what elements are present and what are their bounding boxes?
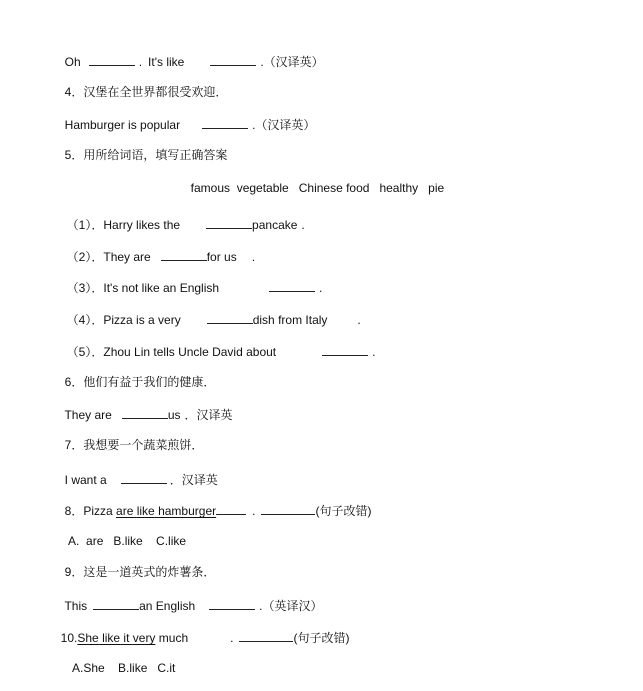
answer-blank[interactable]	[122, 406, 168, 419]
question-title: 9．这是一道英式的炸薯条．	[64, 565, 216, 579]
item-period: .	[372, 345, 376, 359]
question-5-item-2	[60, 234, 256, 264]
question-10-options	[66, 647, 176, 675]
text: us	[167, 408, 181, 422]
text: .	[252, 504, 256, 518]
item-text: dish from Italy	[252, 313, 328, 327]
text: ．汉译英	[184, 408, 233, 422]
answer-blank[interactable]	[202, 116, 248, 129]
item-text: They are	[103, 250, 151, 264]
answer-blank[interactable]	[209, 597, 255, 610]
underlined-word-a: She	[77, 631, 99, 645]
question-9-answer-line	[58, 583, 323, 613]
text: It's like	[148, 55, 185, 69]
question-prefix: 8．Pizza	[64, 504, 117, 518]
options-text: A. are B.like C.like	[68, 534, 187, 548]
question-5-item-4	[60, 297, 361, 327]
text: .（汉译英）	[252, 118, 316, 132]
question-title: 5．用所给词语，填写正确答案	[64, 148, 228, 162]
answer-blank[interactable]	[207, 311, 253, 324]
underlined-word-c: it	[123, 631, 130, 645]
item-number: （5）．	[66, 345, 104, 359]
item-text: for us	[206, 250, 237, 264]
question-7-answer-line	[58, 457, 218, 487]
item-text: Pizza is a very	[103, 313, 181, 327]
item-period: .	[319, 281, 323, 295]
item-period: .	[301, 218, 305, 232]
question-title: 7．我想要一个蔬菜煎饼．	[64, 438, 204, 452]
options-text: A.She B.like C.it	[72, 661, 176, 675]
answer-blank[interactable]	[161, 248, 207, 261]
question-6-answer-line	[58, 392, 233, 422]
question-4-title	[58, 71, 228, 99]
underlined-word-c: hamburger	[158, 504, 217, 518]
question-title: 4．汉堡在全世界都很受欢迎．	[64, 85, 228, 99]
question-prefix: 10.	[60, 631, 78, 645]
line-oh	[58, 39, 324, 69]
answer-blank[interactable]	[269, 279, 315, 292]
item-period: .	[357, 313, 361, 327]
underlined-word-b: like	[102, 631, 121, 645]
question-8	[58, 488, 372, 518]
text: much	[155, 631, 189, 645]
underlined-word-d: very	[132, 631, 156, 645]
text: ．汉译英	[169, 473, 218, 487]
answer-blank[interactable]	[121, 471, 167, 484]
answer-blank[interactable]	[93, 597, 139, 610]
text: Hamburger is popular	[64, 118, 181, 132]
question-6-title	[58, 361, 216, 389]
word-bank-text: famous vegetable Chinese food healthy pie	[190, 181, 445, 195]
item-number: （1）．	[66, 218, 104, 232]
answer-blank[interactable]	[322, 343, 368, 356]
question-5-item-5	[60, 329, 376, 359]
question-7-title	[58, 424, 204, 452]
question-4-answer-line	[58, 102, 316, 132]
text: This	[64, 599, 88, 613]
text: They are	[64, 408, 112, 422]
text: (句子改错)	[315, 504, 372, 518]
question-5-item-3	[60, 265, 323, 295]
item-text: pancake	[252, 218, 298, 232]
question-8-options	[62, 520, 187, 548]
underlined-word-a: are	[116, 504, 134, 518]
text: (句子改错)	[293, 631, 350, 645]
text: .	[230, 631, 234, 645]
text: an English	[139, 599, 196, 613]
item-text: Harry likes the	[103, 218, 181, 232]
text: .（英译汉）	[259, 599, 323, 613]
text: I want a	[64, 473, 107, 487]
text: Oh	[64, 55, 81, 69]
text: .	[138, 55, 143, 69]
answer-blank[interactable]	[89, 53, 135, 66]
underline-tail	[216, 502, 246, 515]
word-bank	[184, 167, 445, 195]
item-period: .	[251, 250, 256, 264]
question-title: 6．他们有益于我们的健康．	[64, 375, 216, 389]
text: .（汉译英）	[260, 55, 324, 69]
question-5-item-1	[60, 202, 305, 232]
answer-blank[interactable]	[206, 216, 252, 229]
item-text: It's not like an English	[103, 281, 220, 295]
answer-blank[interactable]	[239, 629, 293, 642]
item-number: （4）．	[66, 313, 104, 327]
item-text: Zhou Lin tells Uncle David about	[103, 345, 277, 359]
answer-blank[interactable]	[261, 502, 315, 515]
answer-blank[interactable]	[210, 53, 256, 66]
underlined-word-b: like	[136, 504, 155, 518]
item-number: （3）．	[66, 281, 104, 295]
question-5-title	[58, 134, 228, 162]
question-9-title	[58, 551, 216, 579]
item-number: （2）．	[66, 250, 104, 264]
question-10	[54, 615, 350, 645]
